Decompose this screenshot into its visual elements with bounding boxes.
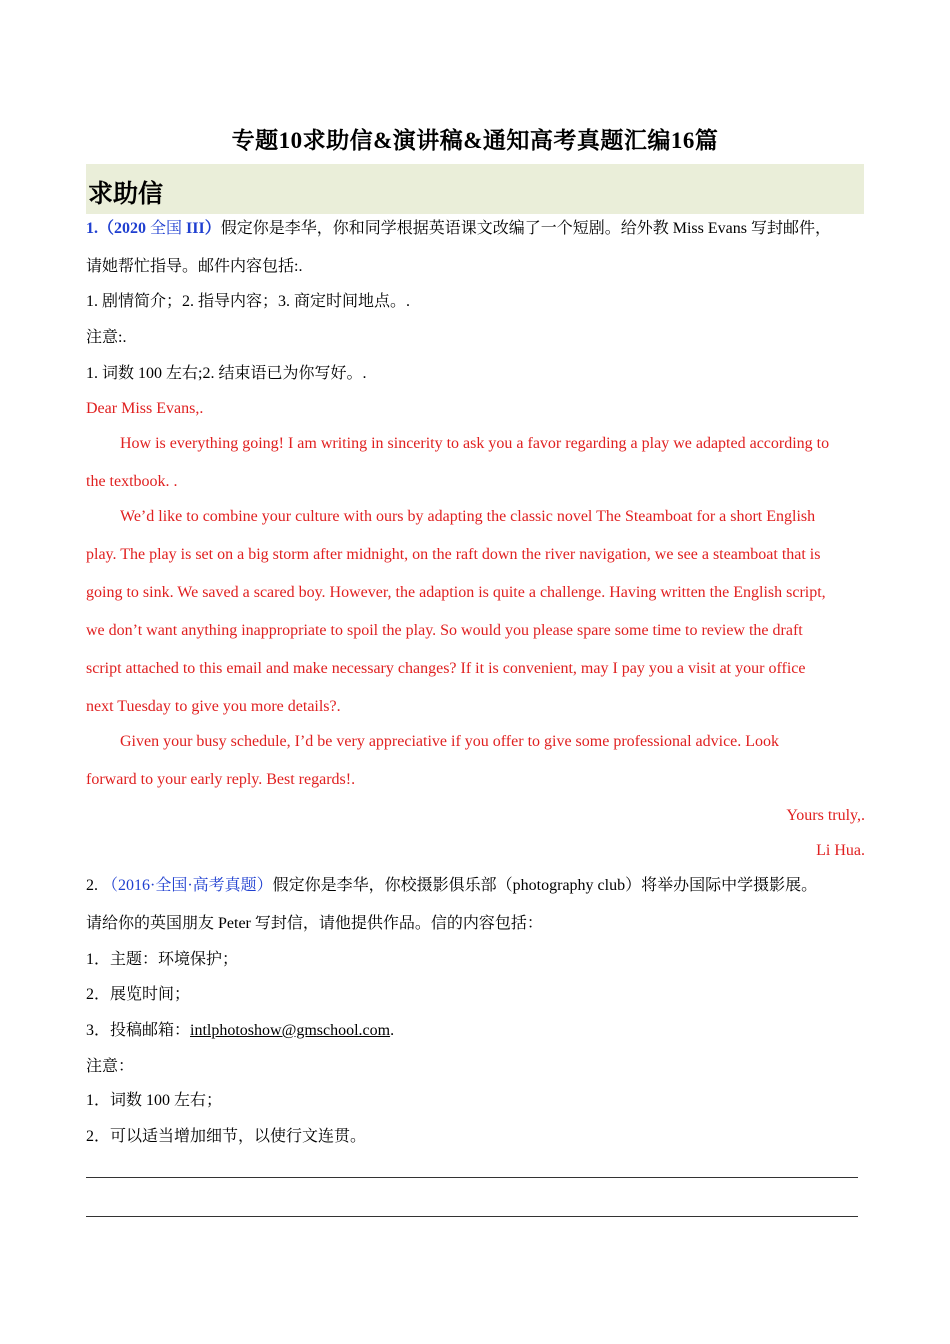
answer-blank-line xyxy=(86,1216,858,1217)
answer-closing: Yours truly,. xyxy=(786,807,865,824)
q2-item-2: 2．展览时间； xyxy=(86,986,191,1003)
answer-signature: Li Hua. xyxy=(816,842,865,859)
q1-prompt-text: 假定你是李华，你和同学根据英语课文改编了一个短剧。给外教 Miss Evans 写封邮件， xyxy=(220,220,831,237)
answer-line: going to sink. We saved a scared boy. However, the adaption is quite a challenge. Having written the English script, xyxy=(86,584,826,601)
q2-prompt-line2: 请给你的英国朋友 Peter 写封信，请他提供作品。信的内容包括： xyxy=(86,915,543,932)
section-heading-bar xyxy=(86,164,864,214)
q1-prompt-line2: 请她帮忙指导。邮件内容包括:. xyxy=(86,258,303,275)
q2-item-1: 1．主题：环境保护； xyxy=(86,951,239,968)
q1-source-year: 2020 xyxy=(114,220,147,237)
q1-notes-label: 注意:. xyxy=(86,329,127,346)
q1-source-region: 全国 xyxy=(146,220,187,237)
answer-line: next Tuesday to give you more details?. xyxy=(86,698,341,715)
q2-prompt-line1 xyxy=(86,876,817,896)
q2-note-2: 2．可以适当增加细节，以使行文连贯。 xyxy=(86,1128,367,1145)
answer-line: play. The play is set on a big storm after midnight, on the raft down the river navigation, we see a steamboat that is xyxy=(86,546,821,563)
answer-blank-line xyxy=(86,1177,858,1178)
q1-content-points: 1. 剧情简介；2. 指导内容；3. 商定时间地点。. xyxy=(86,293,411,310)
answer-line: script attached to this email and make necessary changes? If it is convenient, may I pay you a visit at your office xyxy=(86,660,806,677)
answer-salutation: Dear Miss Evans,. xyxy=(86,400,204,417)
answer-line: the textbook. . xyxy=(86,473,178,490)
answer-line: Given your busy schedule, I’d be very appreciative if you offer to give some professional advice. Look xyxy=(120,733,780,750)
q2-item-3: 3．投稿邮箱：intlphotoshow@gmschool.com. xyxy=(86,1022,395,1039)
answer-line: we don’t want anything inappropriate to spoil the play. So would you please spare some time to review the draft xyxy=(86,622,803,639)
answer-line: How is everything going! I am writing in sincerity to ask you a favor regarding a play we adapted according to xyxy=(120,435,830,452)
q2-notes-label: 注意： xyxy=(86,1058,135,1075)
q2-prompt-text: 假定你是李华，你校摄影俱乐部（photography club）将举办国际中学摄影展。 xyxy=(272,877,818,894)
q1-number: 1. xyxy=(86,220,98,237)
page-title: 专题10求助信&演讲稿&通知高考真题汇编16篇 xyxy=(231,128,719,153)
q2-source: （2016·全国·高考真题） xyxy=(102,877,273,894)
answer-line: forward to your early reply. Best regards!. xyxy=(86,771,356,788)
q2-number: 2. xyxy=(86,877,102,894)
q2-note-1: 1．词数 100 左右； xyxy=(86,1092,223,1109)
answer-line: We’d like to combine your culture with ours by adapting the classic novel The Steamboat for a short English xyxy=(120,508,816,525)
q1-notes: 1. 词数 100 左右;2. 结束语已为你写好。. xyxy=(86,365,367,382)
section-heading: 求助信 xyxy=(88,181,164,208)
q1-prompt-line1: 1.（2020 全国 III）假定你是李华，你和同学根据英语课文改编了一个短剧。给外教 Miss Evans 写封邮件， xyxy=(86,220,831,237)
q1-source-level: III xyxy=(186,220,205,237)
email-link[interactable]: intlphotoshow@gmschool.com xyxy=(190,1022,391,1039)
